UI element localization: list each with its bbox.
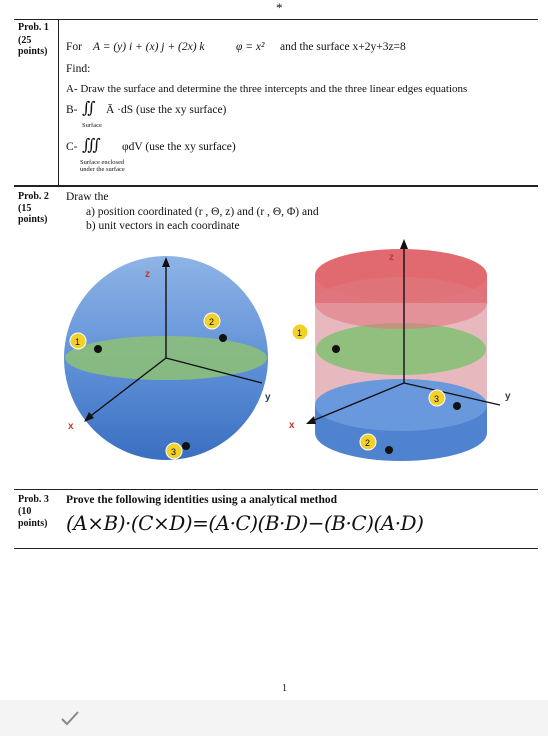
prob3-identity: (A×B)·(C×D)=(A·C)(B·D)−(B·C)(A·D) (66, 511, 424, 535)
prob1-vector-field: A = (y) i + (x) j + (2x) k (93, 41, 205, 53)
prob1-part-b-prefix: B- (66, 104, 78, 116)
cylinder-point-1 (332, 345, 340, 353)
prob1-label: Prob. 1 (18, 22, 49, 33)
prob2-draw: Draw the (66, 191, 109, 203)
label-column-divider (58, 19, 59, 185)
sphere-diagram (64, 256, 271, 460)
sphere-marker-3-label: 3 (171, 447, 177, 457)
bottom-toolbar (0, 700, 548, 736)
coordinate-figures (0, 235, 548, 485)
cylinder-bottom-rim (315, 379, 487, 431)
checkmark-icon[interactable] (60, 710, 80, 726)
prob3-label: Prob. 3 (18, 494, 49, 505)
triple-integral-symbol: ∭ (82, 135, 101, 154)
prob2-label: Prob. 2 (18, 191, 49, 202)
prob1-find: Find: (66, 63, 91, 75)
prob1-points-1: (25 (18, 35, 32, 46)
sphere-point-2 (219, 334, 227, 342)
prob1-surface: and the surface x+2y+3z=8 (280, 41, 406, 53)
prob3-statement: Prove the following identities using a analytical method (66, 494, 337, 506)
cylinder-y-label: y (505, 391, 511, 402)
prob1-points-2: points) (18, 46, 48, 57)
row-divider-2 (14, 186, 538, 187)
prob3-points-1: (10 (18, 506, 32, 517)
prob1-part-c-sub1: Surface enclosed (80, 159, 125, 166)
prob3-points-2: points) (18, 518, 48, 529)
cylinder-x-label: x (289, 420, 295, 431)
sphere-x-label: x (68, 421, 74, 432)
cylinder-point-2 (385, 446, 393, 454)
page-number: 1 (282, 683, 287, 694)
cylinder-z-label: z (389, 252, 394, 263)
row-divider-3 (14, 489, 538, 490)
cylinder-top-rim (315, 277, 487, 329)
cylinder-marker-3-label: 3 (434, 394, 440, 404)
prob1-part-c-sub2: under the surface (80, 166, 125, 173)
sphere-marker-1-label: 1 (75, 337, 81, 347)
double-integral-symbol: ∬ (82, 98, 96, 117)
sphere-point-3 (182, 442, 190, 450)
cylinder-middle-plane (316, 323, 486, 375)
sphere-point-1 (94, 345, 102, 353)
sphere-z-label: z (145, 269, 150, 280)
cylinder-point-3 (453, 402, 461, 410)
sphere-marker-2-label: 2 (209, 317, 215, 327)
prob1-for: For (66, 41, 82, 53)
sphere-y-label: y (265, 392, 271, 403)
prob1-part-c-prefix: C- (66, 141, 78, 153)
row-divider-4 (14, 548, 538, 549)
cylinder-x-arrow (306, 416, 316, 424)
prob1-part-c-body: φdV (use the xy surface) (122, 141, 236, 153)
prob1-part-a: A- Draw the surface and determine the three intercepts and the three linear edges equations (66, 83, 468, 95)
prob2-points-2: points) (18, 214, 48, 225)
prob1-part-b-sub: Surface (82, 122, 102, 129)
cylinder-marker-1-label: 1 (297, 328, 303, 338)
header-star: * (276, 0, 283, 15)
prob2-part-a: a) position coordinated (r , Θ, z) and (r , Θ, Φ) and (86, 206, 319, 218)
cylinder-z-arrow (400, 239, 408, 249)
cylinder-diagram (289, 239, 511, 461)
cylinder-marker-2-label: 2 (365, 438, 371, 448)
prob2-part-b: b) unit vectors in each coordinate (86, 220, 240, 232)
prob2-points-1: (15 (18, 203, 32, 214)
table-top-border (14, 19, 538, 20)
prob1-part-b-body: Ā ·dS (use the xy surface) (106, 104, 227, 116)
prob1-scalar-field: φ = x² (236, 41, 265, 53)
